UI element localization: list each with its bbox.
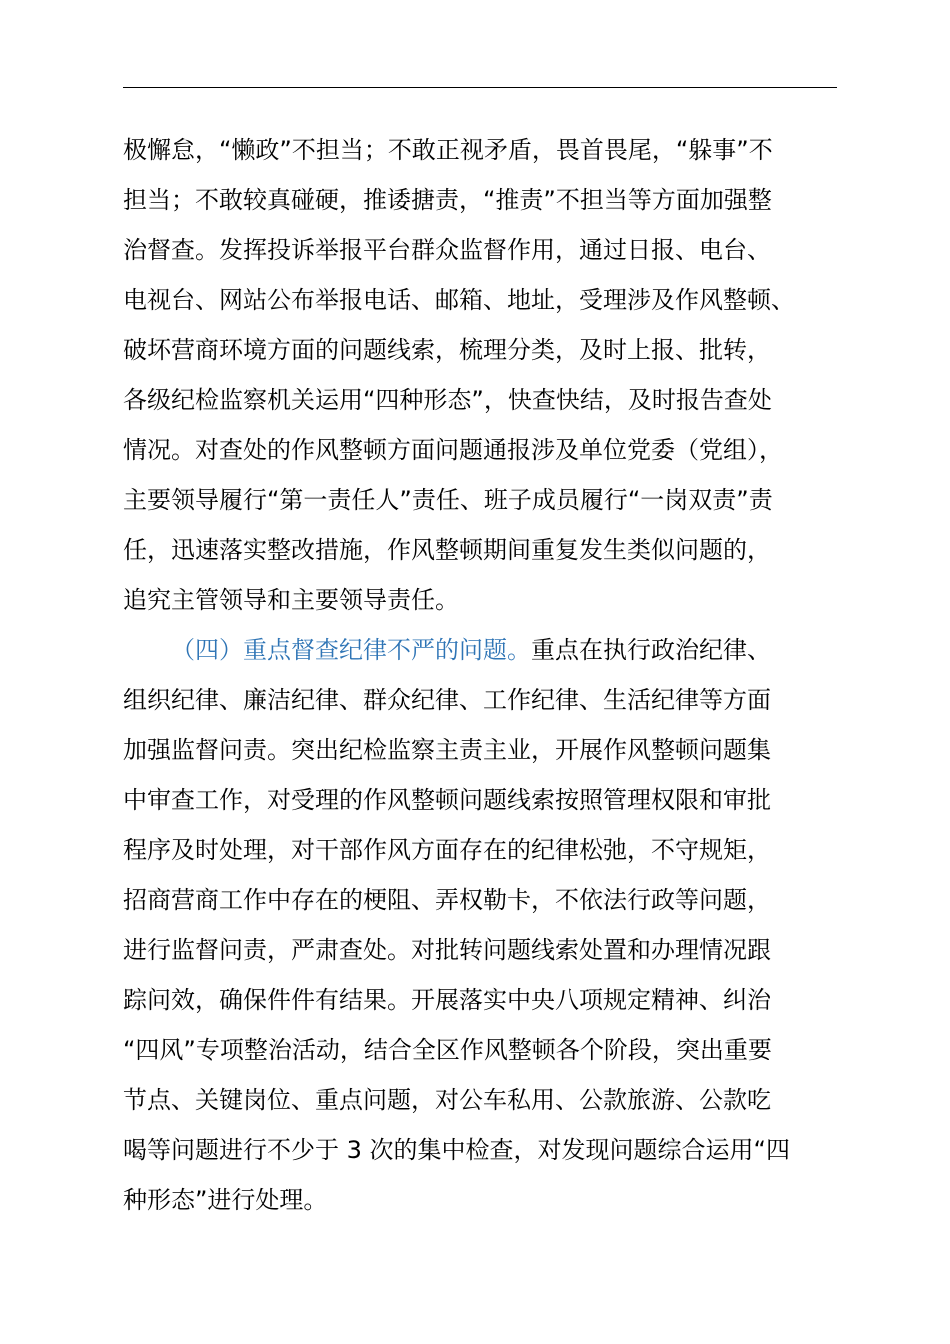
header-rule [123, 87, 837, 88]
text-line: “四风”专项整治活动，结合全区作风整顿各个阶段，突出重要 [123, 1036, 772, 1064]
text-line: 主要领导履行“第一责任人”责任、班子成员履行“一岗双责”责 [123, 486, 773, 514]
text-line: 担当；不敢较真碰硬，推诿搪责，“推责”不担当等方面加强整 [123, 186, 772, 214]
text-line: 追究主管领导和主要领导责任。 [123, 586, 459, 614]
text-line: 种形态”进行处理。 [123, 1186, 328, 1214]
text-run: 重点在执行政治纪律、 [531, 636, 771, 664]
text-line: 踪问效，确保件件有结果。开展落实中央八项规定精神、纠治 [123, 986, 771, 1014]
text-line: 组织纪律、廉洁纪律、群众纪律、工作纪律、生活纪律等方面 [123, 686, 771, 714]
text-line: 电视台、网站公布举报电话、邮箱、地址，受理涉及作风整顿、 [123, 286, 795, 314]
text-line: 喝等问题进行不少于 3 次的集中检查，对发现问题综合运用“四 [123, 1136, 790, 1164]
text-line: 节点、关键岗位、重点问题，对公车私用、公款旅游、公款吃 [123, 1086, 771, 1114]
text-line: 情况。对查处的作风整顿方面问题通报涉及单位党委（党组）， [123, 436, 783, 464]
text-line [123, 625, 843, 675]
paragraph-1 [123, 125, 843, 625]
section-heading: （四）重点督查纪律不严的问题。 [171, 636, 531, 664]
text-line: 加强监督问责。突出纪检监察主责主业，开展作风整顿问题集 [123, 736, 771, 764]
text-line: 极懈怠，“懒政”不担当；不敢正视矛盾，畏首畏尾，“躲事”不 [123, 136, 773, 164]
text-line: 破坏营商环境方面的问题线索，梳理分类，及时上报、批转， [123, 336, 771, 364]
text-line: 任，迅速落实整改措施，作风整顿期间重复发生类似问题的， [123, 536, 771, 564]
text-line: 招商营商工作中存在的梗阻、弄权勒卡，不依法行政等问题， [123, 886, 771, 914]
text-line: 进行监督问责，严肃查处。对批转问题线索处置和办理情况跟 [123, 936, 771, 964]
document-body [123, 125, 843, 1225]
text-line: 程序及时处理，对干部作风方面存在的纪律松弛，不守规矩， [123, 836, 771, 864]
text-line: 各级纪检监察机关运用“四种形态”，快查快结，及时报告查处 [123, 386, 772, 414]
text-line: 治督查。发挥投诉举报平台群众监督作用，通过日报、电台、 [123, 236, 771, 264]
text-line: 中审查工作，对受理的作风整顿问题线索按照管理权限和审批 [123, 786, 771, 814]
paragraph-2 [123, 625, 843, 1225]
